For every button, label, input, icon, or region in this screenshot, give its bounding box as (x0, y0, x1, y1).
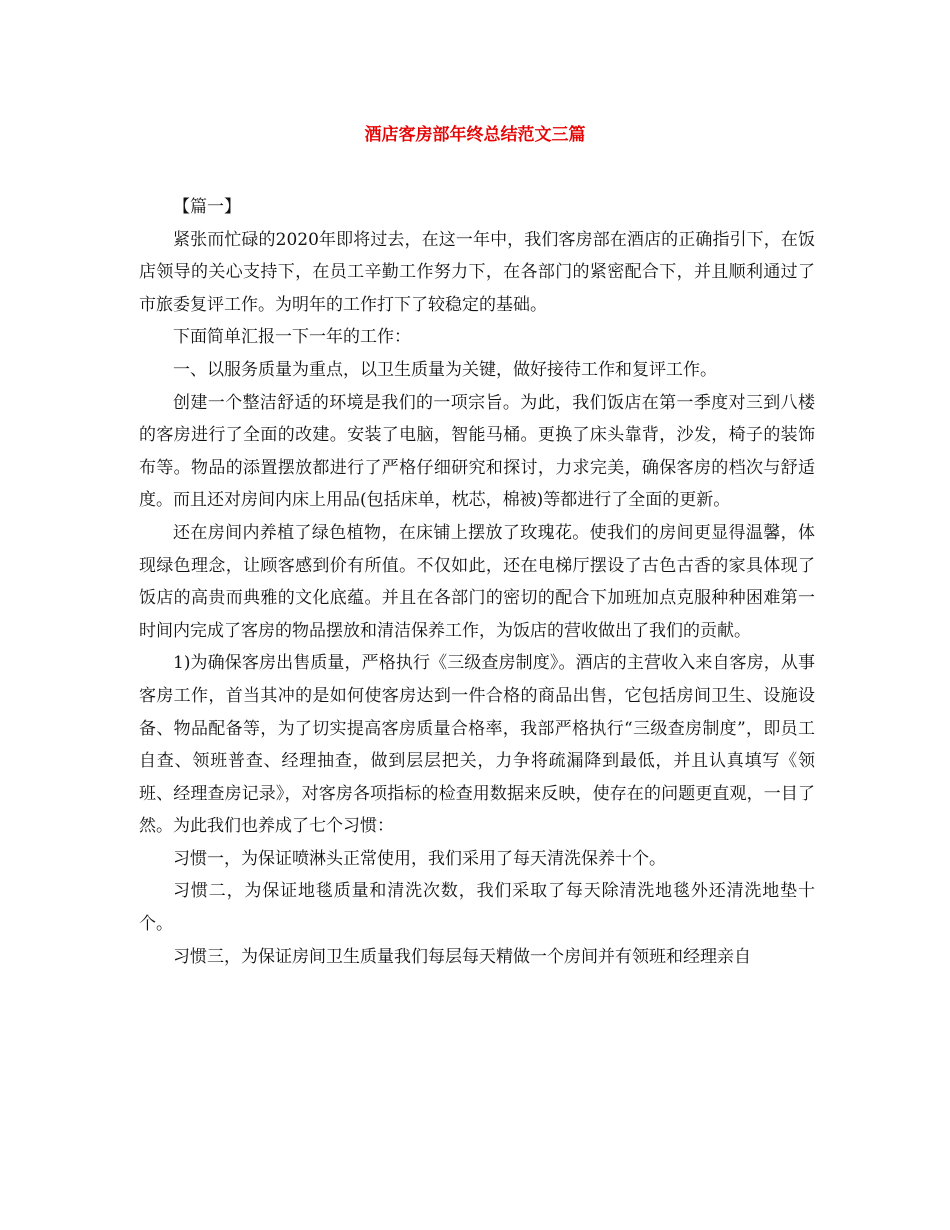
paragraph: 习惯二，为保证地毯质量和清洗次数，我们采取了每天除清洗地毯外还清洗地垫十个。 (139, 881, 815, 935)
paragraph: 紧张而忙碌的2020年即将过去，在这一年中，我们客房部在酒店的正确指引下，在饭店领导的关心支持下，在员工辛勤工作努力下，在各部门的紧密配合下，并且顺利通过了市旅委复评工作。为明年的工作打下了较稳定的基础。 (139, 229, 815, 315)
paragraph: 1)为确保客房出售质量，严格执行《三级查房制度》。酒店的主营收入来自客房，从事客房工作，首当其冲的是如何使客房达到一件合格的商品出售，它包括房间卫生、设施设备、物品配备等，为了切实提高客房质量合格率，我部严格执行“三级查房制度”，即员工自查、领班普查、经理抽查，做到层层把关，力争将疏漏降到最低，并且认真填写《领班、经理查房记录》，对客房各项指标的检查用数据来反映，使存在的问题更直观，一目了然。为此我们也养成了七个习惯： (139, 653, 815, 837)
paragraph: 习惯三，为保证房间卫生质量我们每层每天精做一个房间并有领班和经理亲自 (173, 946, 751, 967)
document-body (139, 191, 815, 973)
section-label: 【篇一】 (173, 197, 241, 217)
paragraph: 一、以服务质量为重点，以卫生质量为关键，做好接待工作和复评工作。 (173, 359, 717, 380)
paragraph: 还在房间内养植了绿色植物，在床铺上摆放了玫瑰花。使我们的房间更显得温馨，体现绿色理念，让顾客感到价有所值。不仅如此，还在电梯厅摆设了古色古香的家具体现了饭店的高贵而典雅的文化底蕴。并且在各部门的密切的配合下加班加点克服种种困难第一时间内完成了客房的物品摆放和清洁保养工作，为饭店的营收做出了我们的贡献。 (139, 522, 815, 641)
document-title: 酒店客房部年终总结范文三篇 (364, 125, 586, 145)
paragraph: 下面简单汇报一下一年的工作： (173, 327, 411, 348)
paragraph: 创建一个整洁舒适的环境是我们的一项宗旨。为此，我们饭店在第一季度对三到八楼的客房进行了全面的改建。安装了电脑，智能马桶。更换了床头靠背，沙发，椅子的装饰布等。物品的添置摆放都进行了严格仔细研究和探讨，力求完美，确保客房的档次与舒适度。而且还对房间内床上用品(包括床单，枕芯，棉被)等都进行了全面的更新。 (139, 392, 815, 511)
paragraph: 习惯一，为保证喷淋头正常使用，我们采用了每天清洗保养十个。 (173, 848, 666, 869)
